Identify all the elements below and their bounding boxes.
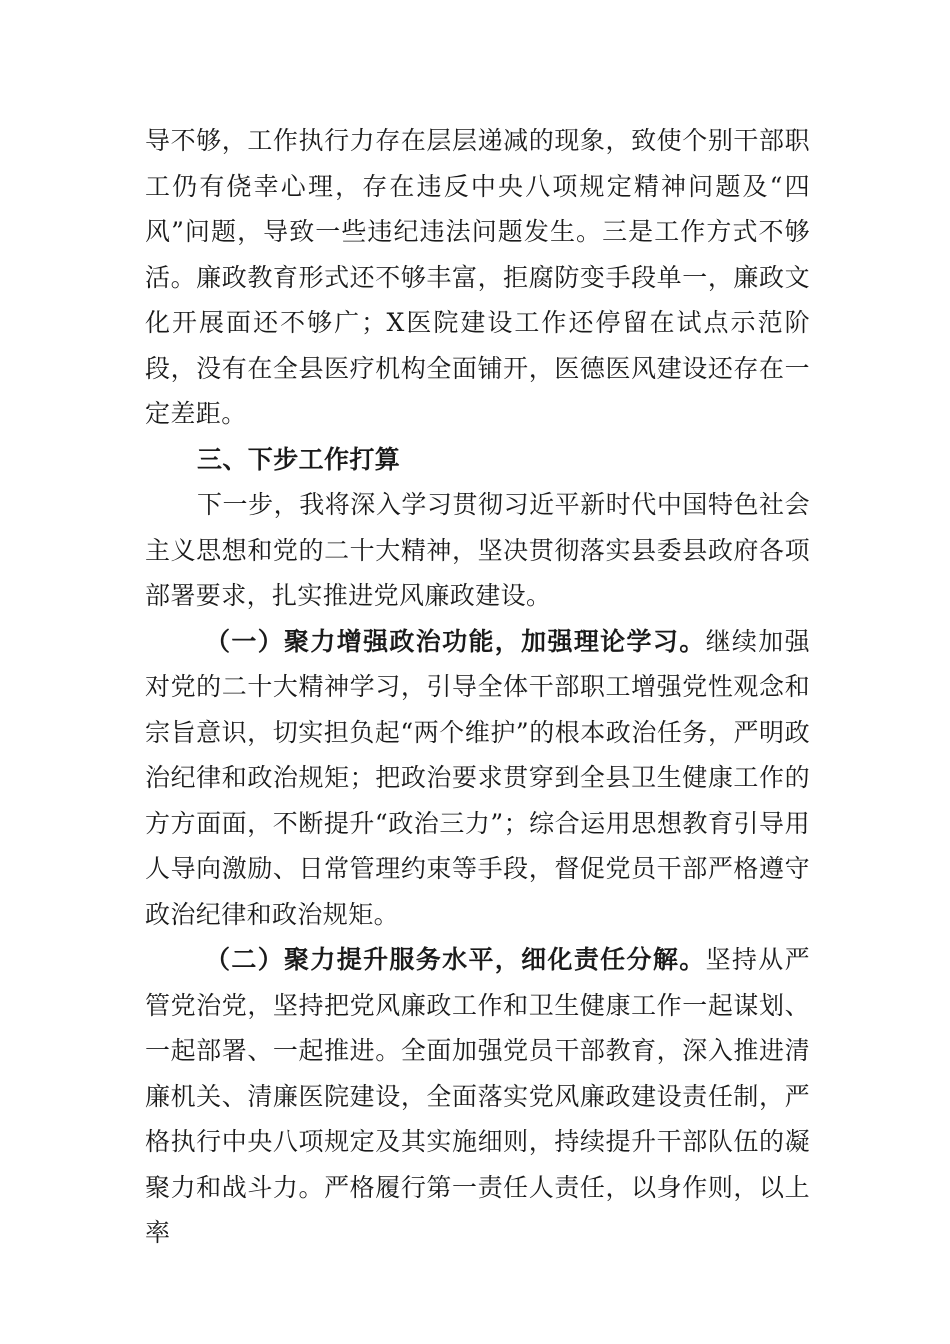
document-body <box>145 118 810 1256</box>
item-2-lead: （二）聚力提升服务水平，细化责任分解。 <box>205 945 706 974</box>
paragraph-continued-text: 导不够，工作执行力存在层层递减的现象，致使个别干部职工仍有侥幸心理，存在违反中央八项规定精神问题及“四风”问题，导致一些违纪违法问题发生。三是工作方式不够活。廉政教育形式还不够丰富，拒腐防变手段单一，廉政文化开展面还不够广；X医院建设工作还停留在试点示范阶段，没有在全县医疗机构全面铺开，医德医风建设还存在一定差距。 <box>145 126 810 428</box>
item-1-lead: （一）聚力增强政治功能，加强理论学习。 <box>205 626 706 656</box>
paragraph-item-2 <box>145 937 810 1256</box>
paragraph-intro-text: 下一步，我将深入学习贯彻习近平新时代中国特色社会主义思想和党的二十大精神，坚决贯彻落实县委县政府各项部署要求，扎实推进党风廉政建设。 <box>145 490 810 610</box>
item-1-body: 继续加强对党的二十大精神学习，引导全体干部职工增强党性观念和宗旨意识，切实担负起“两个维护”的根本政治任务，严明政治纪律和政治规矩；把政治要求贯穿到全县卫生健康工作的方方面面，不断提升“政治三力”；综合运用思想教育引导用人导向激励、日常管理约束等手段，督促党员干部严格遵守政治纪律和政治规矩。 <box>145 626 810 929</box>
paragraph-intro <box>145 482 810 619</box>
paragraph-continued <box>145 118 810 437</box>
section-heading-text: 三、下步工作打算 <box>197 444 401 474</box>
item-2-body: 坚持从严管党治党，坚持把党风廉政工作和卫生健康工作一起谋划、一起部署、一起推进。全面加强党员干部教育，深入推进清廉机关、清廉医院建设，全面落实党风廉政建设责任制，严格执行中央八项规定及其实施细则，持续提升干部队伍的凝聚力和战斗力。严格履行第一责任人责任，以身作则，以上率 <box>145 945 810 1247</box>
section-heading <box>145 437 810 483</box>
paragraph-item-1 <box>145 619 810 938</box>
